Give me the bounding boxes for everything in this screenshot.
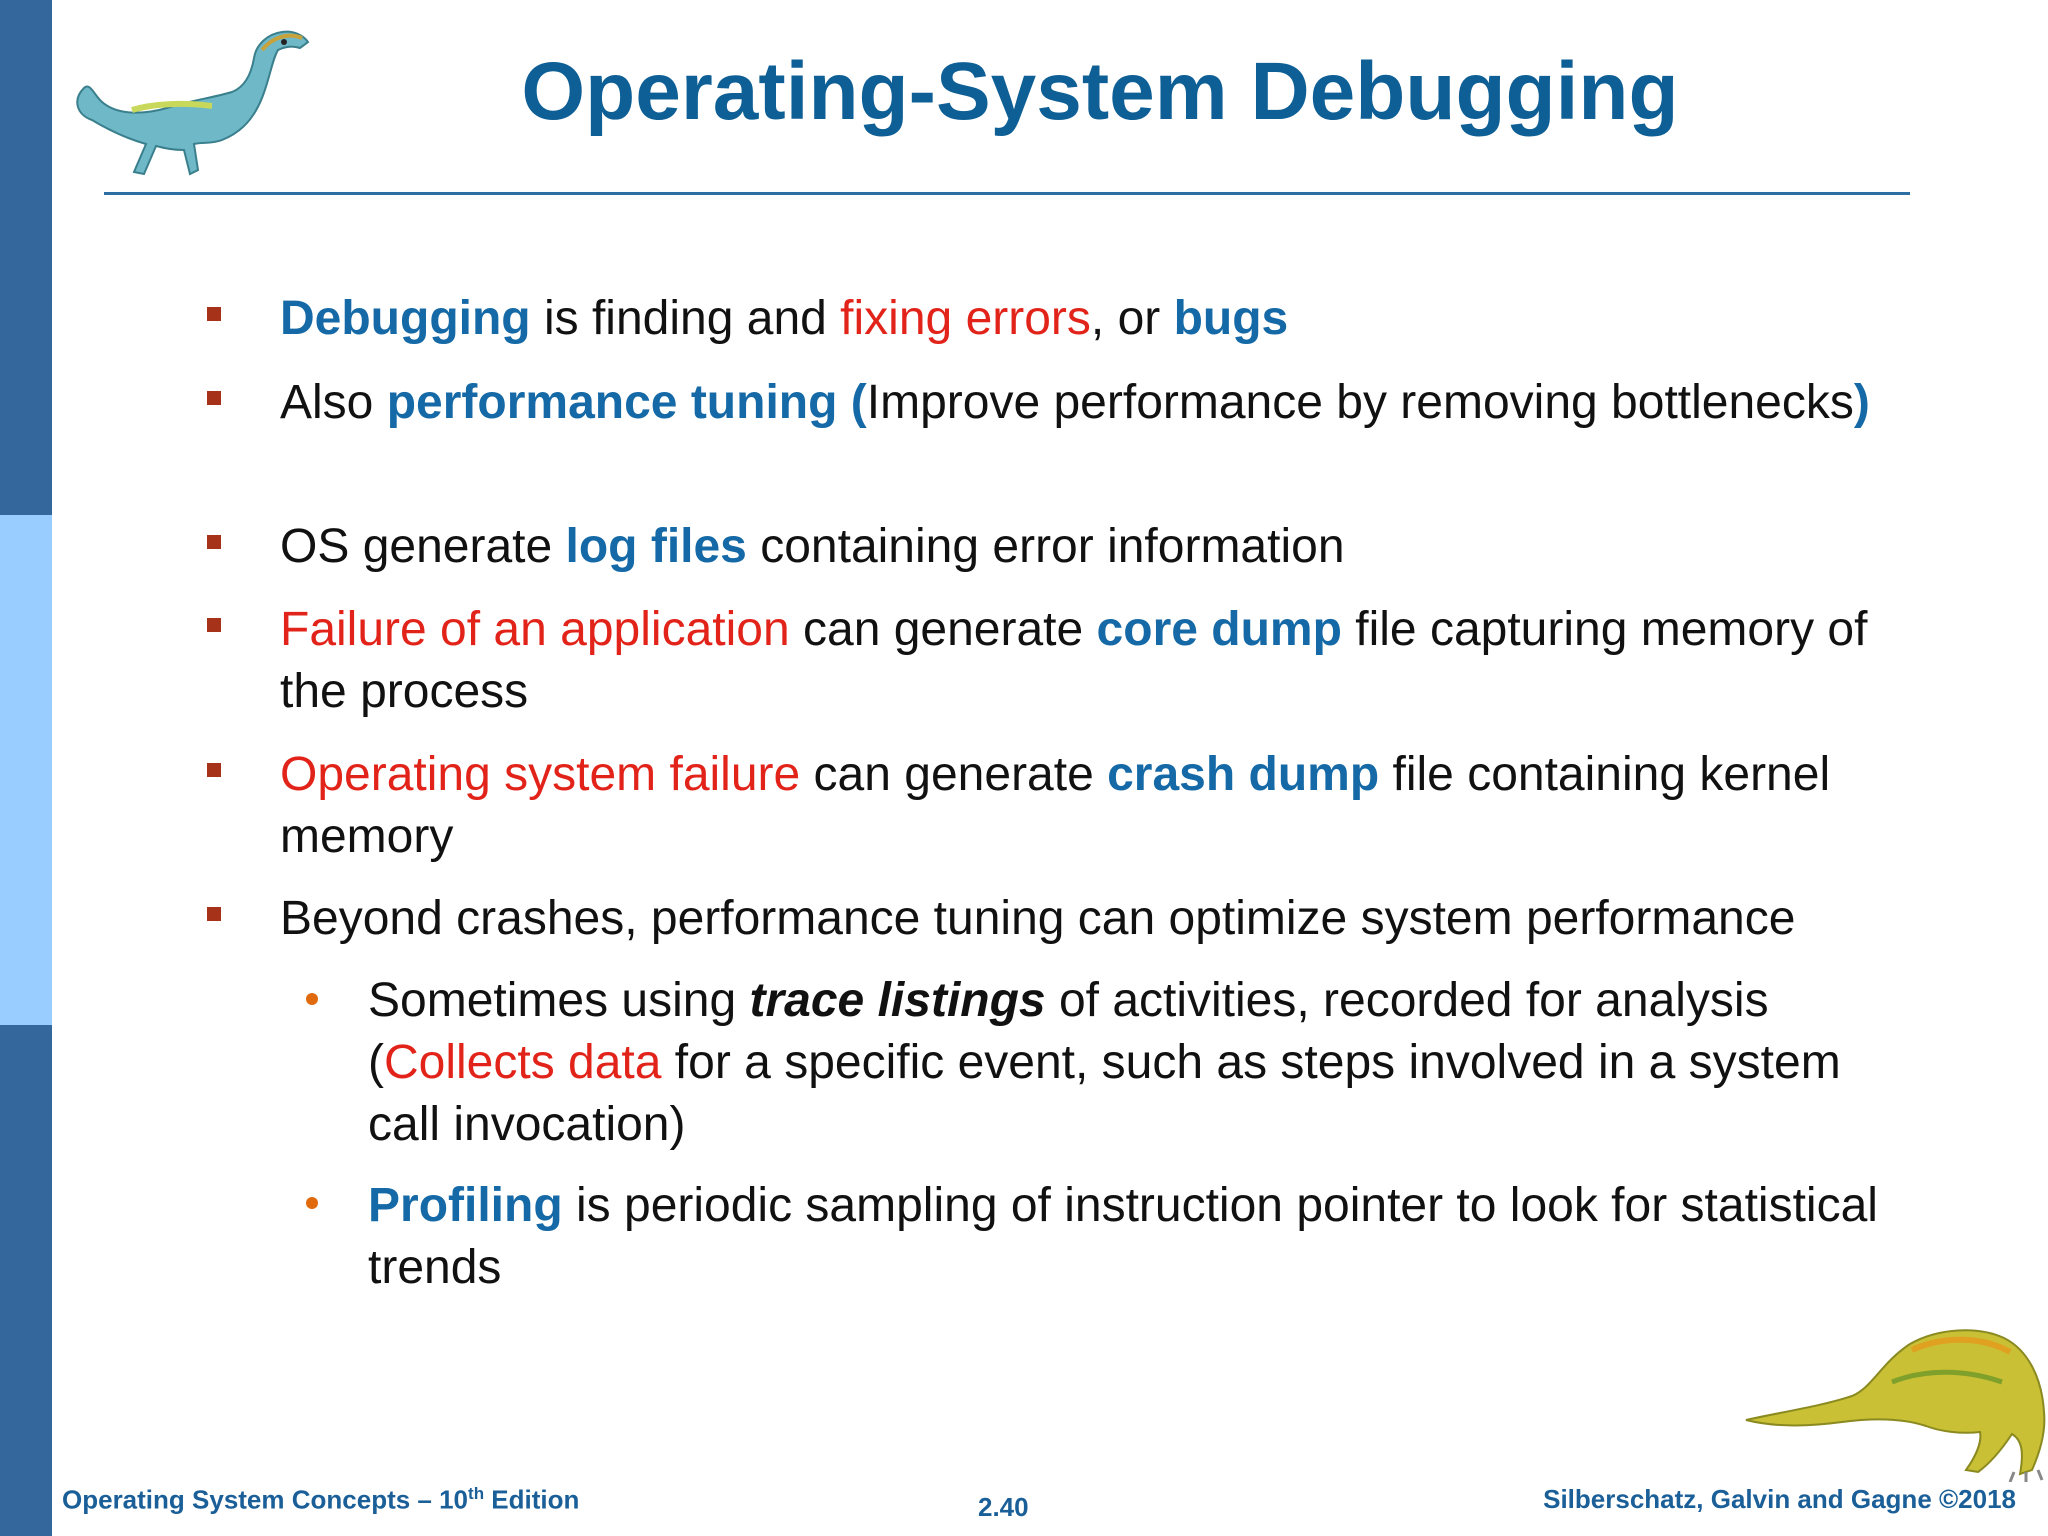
sub-bullet-marker	[306, 993, 318, 1005]
bullet-marker	[207, 535, 221, 549]
bullet-item-core-dump: Failure of an application can generate core dump file capturing memory of the process	[280, 603, 1868, 718]
bullet-item-debugging: Debugging is finding and fixing errors, or bugs	[280, 292, 1289, 345]
bullet-item-beyond-crashes: Beyond crashes, performance tuning can optimize system performance	[280, 892, 1796, 945]
footer-slide-number: 2.40	[978, 1492, 1029, 1522]
bullet-marker	[207, 307, 221, 321]
dinosaur-bottom-right-icon	[1742, 1322, 2048, 1482]
bullet-item-crash-dump: Operating system failure can generate crash dump file containing kernel memory	[280, 748, 1831, 863]
left-sidebar-band	[0, 0, 52, 1536]
slide-title: Operating-System Debugging	[521, 46, 1679, 137]
bullet-marker	[207, 618, 221, 632]
sub-bullet-marker	[306, 1197, 318, 1209]
bullet-item-performance-tuning: Also performance tuning (Improve performance by removing bottlenecks)	[280, 376, 1870, 429]
footer-book-title: Operating System Concepts – 10th Edition	[62, 1484, 580, 1515]
title-divider	[104, 192, 1910, 195]
dinosaur-top-left-icon	[72, 20, 322, 192]
bullet-marker	[207, 907, 221, 921]
footer-authors: Silberschatz, Galvin and Gagne ©2018	[1543, 1484, 2016, 1514]
sub-bullet-trace-listings: Sometimes using trace listings of activities, recorded for analysis (Collects data for a specific event, such as steps involved in a system call invocation)	[368, 974, 1841, 1151]
bullet-marker	[207, 763, 221, 777]
bullet-item-log-files: OS generate log files containing error information	[280, 520, 1345, 573]
left-sidebar-highlight	[0, 515, 52, 1025]
sub-bullet-profiling: Profiling is periodic sampling of instruction pointer to look for statistical trends	[368, 1179, 1878, 1294]
bullet-marker	[207, 391, 221, 405]
